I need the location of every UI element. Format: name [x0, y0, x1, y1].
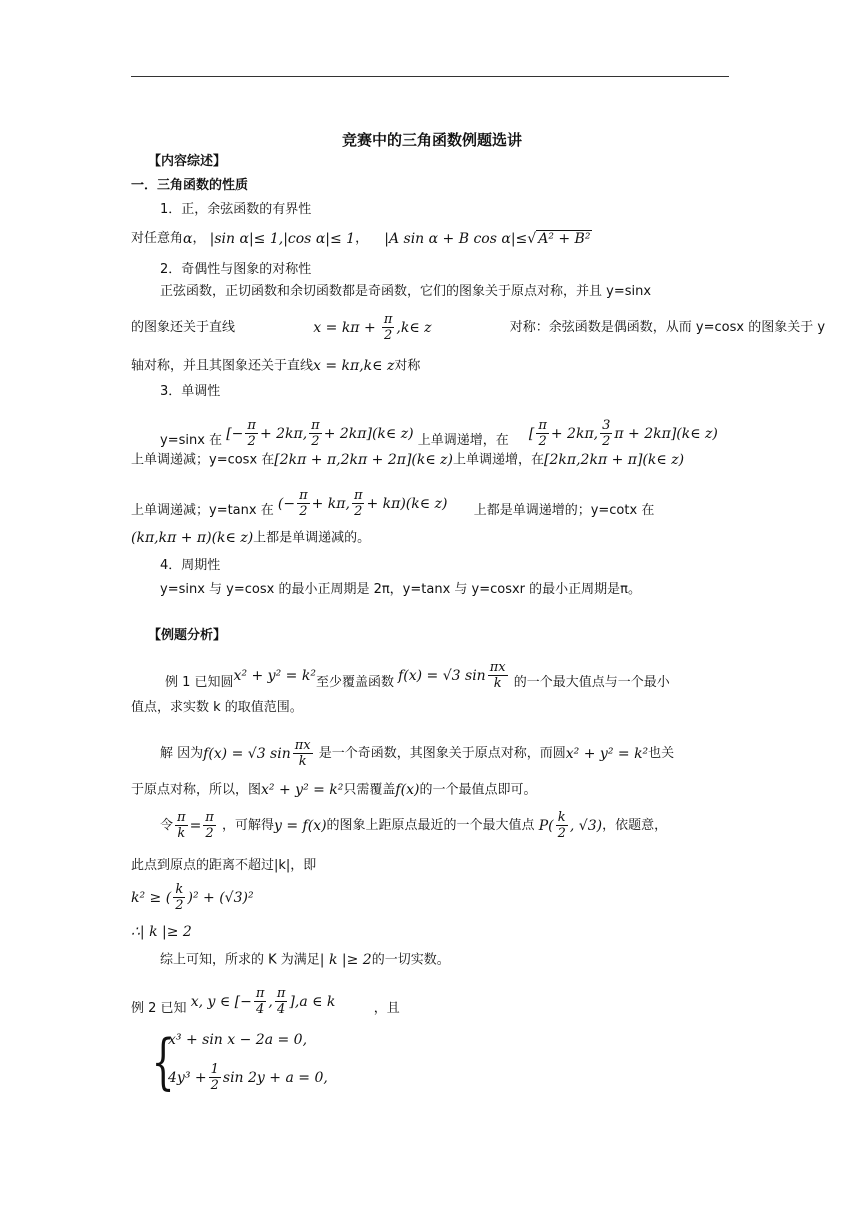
denominator: 2 — [210, 1078, 219, 1093]
fraction — [275, 986, 288, 1017]
formula-line — [131, 230, 592, 247]
numerator: π — [177, 810, 186, 825]
paragraph: 1．正，余弦函数的有界性 — [160, 202, 312, 217]
fraction — [254, 986, 267, 1017]
text: 上都是单调递增的；y=cotx 在 — [473, 503, 655, 518]
math: k² ≥ ( — [131, 889, 172, 906]
formula-line — [131, 782, 536, 799]
math: |sin α|≤ 1,|cos α|≤ 1 — [209, 230, 356, 247]
numerator: π — [353, 488, 363, 503]
paragraph: 值点，求实数 k 的取值范围。 — [131, 700, 303, 715]
math: ∴| k |≥ 2 — [131, 924, 192, 940]
text: ， — [355, 231, 369, 246]
numerator: 1 — [210, 1062, 219, 1077]
paragraph: 正弦函数，正切函数和余切函数都是奇函数，它们的图象关于原点对称，并且 y=sinx — [160, 284, 652, 299]
math: )² + (√3)² — [187, 889, 254, 906]
math: ],a ∈ k — [289, 993, 336, 1010]
text: 对称 — [394, 358, 421, 374]
math: + 2kπ](k∈ z) — [323, 425, 414, 442]
denominator: 2 — [175, 898, 184, 913]
numerator: πx — [294, 738, 311, 753]
paragraph: 3．单调性 — [160, 384, 221, 399]
fraction — [203, 810, 216, 841]
math: (− — [277, 495, 296, 512]
formula-line — [168, 1032, 307, 1049]
formula-line — [131, 312, 825, 343]
formula-line — [160, 738, 674, 769]
math: x = kπ,k∈ z — [313, 358, 395, 374]
math: sin 2y + a = 0, — [222, 1069, 328, 1086]
header-rule — [131, 76, 729, 77]
math: + kπ, — [311, 495, 350, 512]
text: 至少覆盖函数 — [315, 675, 394, 690]
math: f(x) — [395, 782, 420, 798]
math: [2kπ,2kπ + π](k∈ z) — [544, 452, 685, 468]
numerator: π — [255, 986, 265, 1001]
denominator: 4 — [276, 1002, 286, 1017]
denominator: k — [298, 754, 307, 769]
math: + 2kπ, — [550, 425, 599, 442]
denominator: 2 — [602, 434, 611, 449]
text: ， — [192, 231, 206, 246]
formula-line — [131, 530, 370, 547]
text: 是一个奇函数，其图象关于原点对称，而圆 — [318, 745, 566, 761]
paragraph: 4．周期性 — [160, 558, 221, 573]
math: ,k∈ z — [396, 319, 432, 336]
fraction — [175, 810, 188, 841]
fraction — [488, 660, 508, 691]
text: 的一切实数。 — [371, 952, 450, 968]
fraction — [556, 810, 568, 841]
paragraph: 2．奇偶性与图象的对称性 — [160, 262, 312, 277]
math: x² + y² = k² — [261, 782, 344, 798]
text: 上单调递增，在 — [417, 433, 509, 448]
formula-line — [131, 924, 192, 941]
math: 4y³ + — [168, 1069, 207, 1086]
text: 于原点对称，所以，图 — [131, 782, 262, 798]
text: ，且 — [373, 1001, 400, 1016]
text: 的一个最大值点与一个最小 — [513, 675, 670, 690]
math: | k |≥ 2 — [319, 952, 372, 968]
math: = — [189, 817, 202, 834]
section-heading: 【例题分析】 — [148, 628, 227, 643]
text: 轴对称，并且其图象还关于直线 — [131, 358, 314, 374]
numerator: π — [205, 810, 214, 825]
fraction — [382, 312, 395, 343]
sqrt-symbol: √ — [527, 230, 537, 247]
math: α — [183, 230, 193, 247]
math: [− — [226, 425, 244, 442]
formula-line — [131, 358, 420, 375]
numerator: π — [299, 488, 308, 503]
fraction — [309, 418, 322, 449]
numerator: π — [538, 418, 547, 433]
fraction — [173, 882, 185, 913]
formula-line — [131, 882, 254, 913]
math: + kπ)(k∈ z) — [366, 495, 448, 512]
text: 只需覆盖 — [343, 782, 396, 798]
numerator: k — [556, 810, 568, 826]
text: 解 因为 — [160, 745, 204, 761]
denominator: 2 — [247, 434, 256, 449]
formula-line — [160, 810, 667, 841]
denominator: k — [493, 676, 502, 691]
text: 例 1 已知圆 — [165, 675, 234, 690]
formula-line — [131, 986, 400, 1017]
fraction — [352, 488, 365, 519]
math: x³ + sin x − 2a = 0, — [168, 1032, 308, 1048]
math: x, y ∈ [− — [190, 993, 252, 1010]
text: 对任意角 — [131, 231, 184, 246]
numerator: k — [173, 882, 185, 898]
text: 上都是单调递减的。 — [253, 530, 371, 546]
math: A² + B² — [538, 231, 591, 247]
math: P( — [538, 817, 554, 834]
numerator: πx — [489, 660, 506, 675]
math: x = kπ + — [313, 319, 376, 336]
numerator: π — [247, 418, 256, 433]
denominator: 2 — [205, 826, 214, 841]
denominator: 2 — [299, 504, 308, 519]
formula-line — [131, 452, 684, 469]
fraction — [293, 738, 313, 769]
fraction — [209, 1062, 221, 1093]
denominator: 2 — [538, 434, 547, 449]
numerator: 3 — [602, 418, 611, 433]
text: 令 — [160, 817, 174, 833]
text: 的图象还关于直线 — [131, 319, 236, 335]
formula-line — [165, 660, 670, 691]
section-heading: 【内容综述】 — [148, 154, 227, 169]
numerator: π — [311, 418, 320, 433]
math: f(x) = √3 sin — [398, 667, 486, 684]
text: 上单调递减；y=cosx 在 — [131, 452, 275, 468]
text: y=sinx 在 — [160, 433, 223, 448]
text: 上单调递增，在 — [453, 452, 545, 468]
numerator: π — [383, 312, 393, 327]
math: π + 2kπ](k∈ z) — [614, 425, 718, 442]
formula-line — [131, 488, 654, 519]
fraction — [297, 488, 310, 519]
text: ，可解得 — [221, 817, 274, 833]
denominator: 2 — [354, 504, 363, 519]
page-title: 竞赛中的三角函数例题选讲 — [342, 131, 523, 149]
text: 例 2 已知 — [131, 1001, 187, 1016]
text: 上单调递减；y=tanx 在 — [131, 503, 274, 518]
text: ，依题意， — [602, 817, 668, 833]
fraction — [245, 418, 258, 449]
denominator: 4 — [255, 1002, 265, 1017]
formula-line — [160, 418, 718, 449]
math: [ — [528, 425, 535, 442]
math: |A sin α + B cos α|≤ — [384, 230, 528, 247]
text: 也关 — [648, 745, 675, 761]
fraction — [600, 418, 612, 449]
fraction — [536, 418, 549, 449]
math: f(x) = √3 sin — [203, 745, 291, 762]
math: y = f(x) — [274, 817, 327, 834]
denominator: k — [177, 826, 186, 841]
numerator: π — [276, 986, 286, 1001]
math: , √3) — [569, 817, 603, 834]
formula-line — [160, 952, 450, 969]
text: 对称：余弦函数是偶函数，从而 y=cosx 的图象关于 y — [509, 319, 826, 335]
math: [2kπ + π,2kπ + 2π](k∈ z) — [274, 452, 454, 468]
formula-line — [168, 1062, 328, 1093]
math: , — [268, 993, 273, 1010]
math: x² + y² = k² — [565, 745, 649, 762]
math: x² + y² = k² — [233, 667, 316, 684]
paragraph: y=sinx 与 y=cosx 的最小正周期是 2π，y=tanx 与 y=cosxr 的最小正周期是π。 — [160, 582, 641, 597]
text: 综上可知，所求的 K 为满足 — [160, 952, 320, 968]
left-brace: { — [151, 1027, 175, 1097]
denominator: 2 — [383, 328, 393, 343]
math: (kπ,kπ + π)(k∈ z) — [131, 530, 254, 546]
paragraph: 此点到原点的距离不超过|k|，即 — [131, 858, 317, 873]
subheading: 一．三角函数的性质 — [131, 178, 249, 193]
denominator: 2 — [311, 434, 320, 449]
denominator: 2 — [557, 826, 566, 841]
text: 的图象上距原点最近的一个最大值点 — [326, 817, 535, 833]
text: 的一个最值点即可。 — [419, 782, 537, 798]
math: + 2kπ, — [259, 425, 308, 442]
